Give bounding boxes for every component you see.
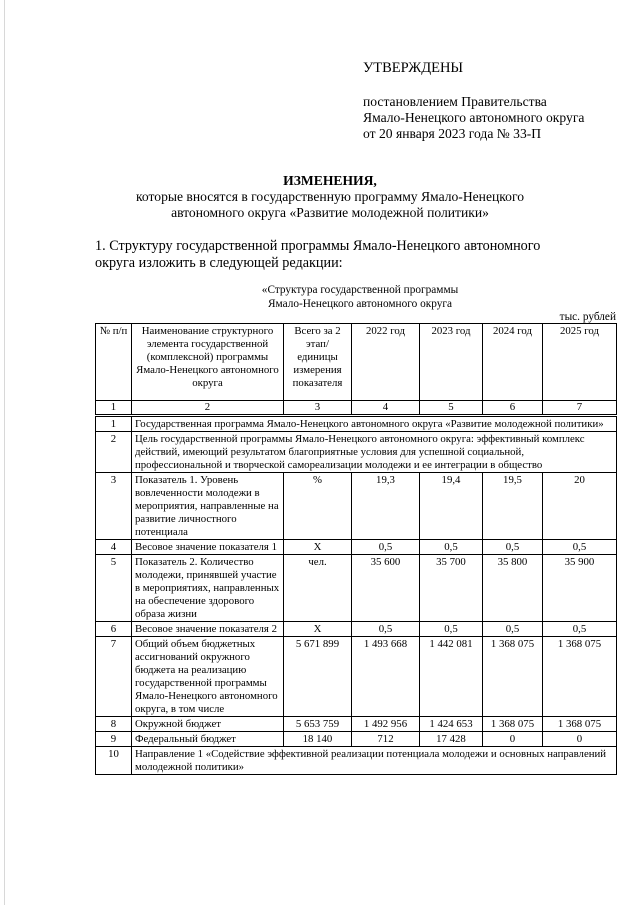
row-name-cell: Показатель 1. Уровень вовлеченности молодежи в мероприятия, направленные на развитие личностного потенциала: [132, 473, 284, 540]
row-2023-cell: 17 428: [420, 732, 483, 747]
table-index-cell: 4: [352, 401, 420, 416]
document-title: ИЗМЕНЕНИЯ,: [283, 173, 377, 188]
table-index-cell: 2: [132, 401, 284, 416]
table-index-cell: 6: [483, 401, 543, 416]
table-title-line-1: «Структура государственной программы: [261, 284, 459, 296]
row-name-cell: Весовое значение показателя 1: [132, 540, 284, 555]
table-header-cell: Наименование структурного элемента государственной (комплексной) программы Ямало-Ненецкого автономного округа: [132, 324, 284, 401]
row-2022-cell: 0,5: [352, 622, 420, 637]
row-total-cell: 5 671 899: [284, 637, 352, 717]
table-header-cell: 2022 год: [352, 324, 420, 401]
row-number-cell: 5: [96, 555, 132, 622]
document-subtitle-line-2: автономного округа «Развитие молодежной политики»: [171, 205, 489, 220]
table-row: [96, 747, 617, 775]
table-header-cell: № п/п: [96, 324, 132, 401]
row-2023-cell: 35 700: [420, 555, 483, 622]
row-2025-cell: 0,5: [543, 540, 617, 555]
table-header-row: [96, 324, 617, 401]
table-header-cell: 2024 год: [483, 324, 543, 401]
row-name-cell: Окружной бюджет: [132, 717, 284, 732]
row-2022-cell: 712: [352, 732, 420, 747]
row-2024-cell: 1 368 075: [483, 717, 543, 732]
program-structure-table: [95, 323, 617, 775]
row-name-cell: Федеральный бюджет: [132, 732, 284, 747]
table-title-line-2: Ямало-Ненецкого автономного округа: [267, 298, 452, 310]
page-edge-line: [4, 0, 5, 905]
row-2022-cell: 35 600: [352, 555, 420, 622]
row-number-cell: 8: [96, 717, 132, 732]
table-row: [96, 555, 617, 622]
row-total-cell: 5 653 759: [284, 717, 352, 732]
row-number-cell: 4: [96, 540, 132, 555]
approval-line-3: от 20 января 2023 года № 33-П: [363, 126, 542, 141]
row-2023-cell: 1 424 653: [420, 717, 483, 732]
table-row: [96, 473, 617, 540]
row-2022-cell: 1 492 956: [352, 717, 420, 732]
row-number-cell: 3: [96, 473, 132, 540]
row-number-cell: 6: [96, 622, 132, 637]
row-total-cell: чел.: [284, 555, 352, 622]
row-2023-cell: 0,5: [420, 540, 483, 555]
row-span-text-cell: Направление 1 «Содействие эффективной реализации потенциала молодежи и основных направлений молодежной политики»: [132, 747, 617, 775]
row-2023-cell: 19,4: [420, 473, 483, 540]
paragraph-line-2: округа изложить в следующей редакции:: [95, 255, 343, 271]
row-2025-cell: 0: [543, 732, 617, 747]
table-header-cell: 2025 год: [543, 324, 617, 401]
table-header-cell: 2023 год: [420, 324, 483, 401]
row-2024-cell: 0,5: [483, 622, 543, 637]
row-span-text-cell: Цель государственной программы Ямало-Ненецкого автономного округа: эффективный комплекс действий, имеющий результатом благоприятные условия для успешной социальной, профессиональной и творческой самореализации молодежи и ее интеграции в общество: [132, 432, 617, 473]
row-2022-cell: 1 493 668: [352, 637, 420, 717]
row-2024-cell: 35 800: [483, 555, 543, 622]
row-span-text-cell: Государственная программа Ямало-Ненецкого автономного округа «Развитие молодежной политики»: [132, 416, 617, 432]
row-2022-cell: 19,3: [352, 473, 420, 540]
row-2022-cell: 0,5: [352, 540, 420, 555]
row-total-cell: Х: [284, 540, 352, 555]
row-2023-cell: 0,5: [420, 622, 483, 637]
table-row: [96, 416, 617, 432]
table-index-cell: 7: [543, 401, 617, 416]
units-label: тыс. рублей: [559, 311, 616, 323]
table-row: [96, 622, 617, 637]
table-index-cell: 3: [284, 401, 352, 416]
row-name-cell: Весовое значение показателя 2: [132, 622, 284, 637]
row-number-cell: 9: [96, 732, 132, 747]
approval-line-1: постановлением Правительства: [363, 94, 547, 109]
row-number-cell: 10: [96, 747, 132, 775]
approval-word: УТВЕРЖДЕНЫ: [363, 60, 464, 76]
table-index-row: [96, 401, 617, 416]
row-name-cell: Общий объем бюджетных ассигнований окружного бюджета на реализацию государственной программы Ямало-Ненецкого автономного округа, в том числе: [132, 637, 284, 717]
table-row: [96, 432, 617, 473]
row-2024-cell: 0,5: [483, 540, 543, 555]
row-name-cell: Показатель 2. Количество молодежи, принявшей участие в мероприятиях, направленных на обеспечение здорового образа жизни: [132, 555, 284, 622]
row-number-cell: 1: [96, 416, 132, 432]
row-2024-cell: 19,5: [483, 473, 543, 540]
table-index-cell: 5: [420, 401, 483, 416]
row-2025-cell: 1 368 075: [543, 717, 617, 732]
table-row: [96, 732, 617, 747]
row-2025-cell: 20: [543, 473, 617, 540]
table-row: [96, 717, 617, 732]
row-2023-cell: 1 442 081: [420, 637, 483, 717]
table-row: [96, 637, 617, 717]
document-subtitle-line-1: которые вносятся в государственную программу Ямало-Ненецкого: [135, 189, 525, 204]
row-2024-cell: 1 368 075: [483, 637, 543, 717]
row-total-cell: %: [284, 473, 352, 540]
row-total-cell: 18 140: [284, 732, 352, 747]
approval-block: [363, 60, 633, 142]
row-2024-cell: 0: [483, 732, 543, 747]
table-row: [96, 540, 617, 555]
row-number-cell: 7: [96, 637, 132, 717]
row-number-cell: 2: [96, 432, 132, 473]
approval-line-2: Ямало-Ненецкого автономного округа: [363, 110, 585, 125]
table-index-cell: 1: [96, 401, 132, 416]
row-2025-cell: 0,5: [543, 622, 617, 637]
row-2025-cell: 1 368 075: [543, 637, 617, 717]
table-header-cell: Всего за 2 этап/ единицы измерения показателя: [284, 324, 352, 401]
paragraph-line-1: 1. Структуру государственной программы Ямало-Ненецкого автономного: [95, 238, 541, 254]
row-2025-cell: 35 900: [543, 555, 617, 622]
row-total-cell: Х: [284, 622, 352, 637]
